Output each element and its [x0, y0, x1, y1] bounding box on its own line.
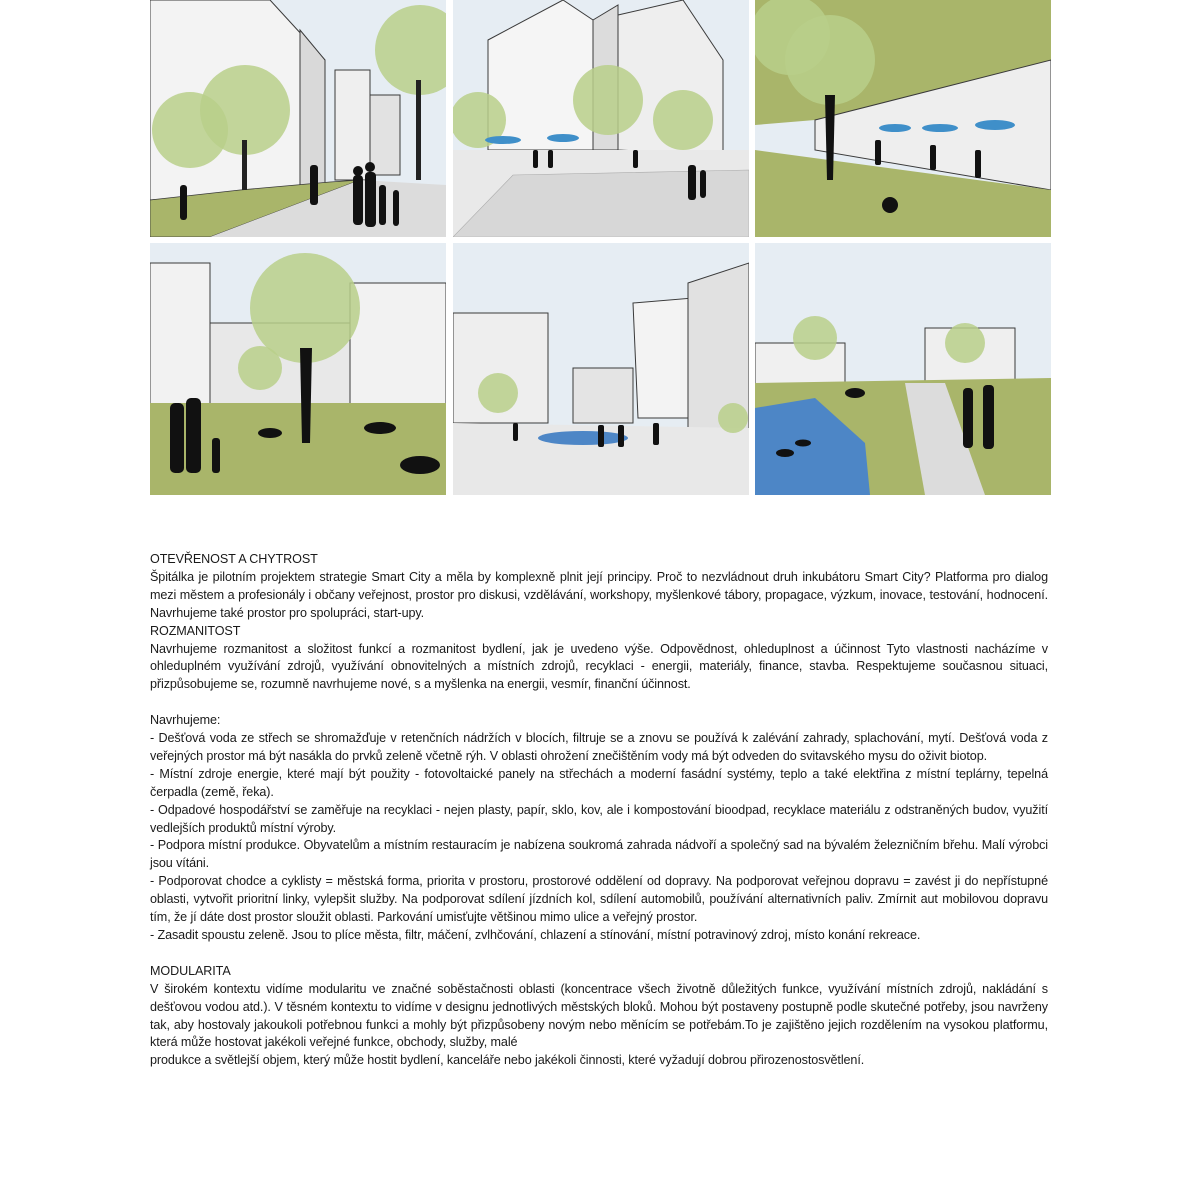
heading-rozmanitost: ROZMANITOST [150, 623, 241, 638]
paragraph-rozmanitost: Navrhujeme rozmanitost a složitost funkcí a rozmanitost bydlení, jak je uvedeno výše. Odpovědnost, ohleduplnost a účinnost Tyto vlastnosti nacházíme v ohleduplném využívání zdrojů, využívání obnovitelných a místních zdrojů, recyklaci - energii, materiály, finance, stavba. Respektujeme současnou situaci, přizpůsobujeme se, rozumně navrhujeme nové, s a myšlenka na energii, vesmír, finanční účinnost. [150, 641, 1048, 692]
illustration-street-factories [150, 0, 446, 237]
illustration-square-tower [453, 243, 749, 495]
illustration-canal-walk [755, 243, 1051, 495]
heading-otevrenost: OTEVŘENOST A CHYTROST [150, 552, 318, 566]
paragraph-modularita-end: produkce a světlejší objem, který může hostit bydlení, kanceláře nebo jakékoli činnosti, které vyžadují dobrou přirozenostosvětlení. [150, 1053, 865, 1068]
spacer [150, 945, 1048, 963]
paragraph-modularita: V širokém kontextu vidíme modularitu ve značné soběstačnosti oblasti (koncentrace všech životně důležitých funkce, využívání místních zdrojů, nakládání s dešťovou vodou atd.). V těsném kontextu to vidíme v designu jednotlivých městských bloků. Mohou být postaveny postupně podle skutečné potřeby, jsou navrženy tak, aby hostovaly jakoukoli potřebnou funkci a mohly být přizpůsobeny novým nebo měnícím se potřebám.To je zajištěno jejich rozdělením na vysokou platformu, která může hostovat jakékoli veřejné funkce, obchody, služby, malé [150, 981, 1048, 1050]
spacer [150, 694, 1048, 712]
heading-modularita: MODULARITA [150, 963, 231, 978]
text-block [150, 551, 1048, 1070]
bullet-energy: - Místní zdroje energie, které mají být použity - fotovoltaické panely na střechách a moderní fasádní systémy, teplo a také elektřina z místní teplárny, tepelná čerpadla (země, řeka). [150, 766, 1048, 799]
bullet-greenery: - Zasadit spoustu zeleně. Jsou to plíce města, filtr, máčení, zvlhčování, chlazení a stínování, místní potravinový zdroj, místo konání rekreace. [150, 928, 921, 943]
bullet-mobility: - Podporovat chodce a cyklisty = městská forma, priorita v prostoru, prostorové oddělení od dopravy. Na podporovat veřejnou dopravu = zavést ji do nepřístupné oblasti, vytvořit prioritní linky, vylepšit služby. Na podporovat sdílení jízdních kol, sdílení automobilů, používání alternativních paliv. Zmírnit aut mobilovou dopravu tím, že jí dáte dost prostor sloužit oblasti. Parkování umisťujte většinou mimo ulice a veřejný prostor. [150, 874, 1048, 925]
illustration-plaza-industrial-hall [453, 0, 749, 237]
bullet-local-production: - Podpora místní produkce. Obyvatelům a místním restauracím je nabízena soukromá zahrada nádvoří a společný sad na bývalém železničním břehu. Malí výrobci jsou vítáni. [150, 838, 1048, 871]
bullet-waste: - Odpadové hospodářství se zaměřuje na recyklaci - nejen plasty, papír, sklo, kov, ale i kompostování bioodpad, recyklace materiálu z odstraněných budov, využití vedlejších produktů místní výroby. [150, 802, 1048, 835]
bullet-rainwater: - Dešťová voda ze střech se shromažďuje v retenčních nádržích v blocích, filtruje se a znovu se používá k zalévání zahrady, splachování, mytí. Dešťová voda z veřejných prostor má být nasákla do prvků zeleně včetně rýh. V oblasti ohrožení znečištěním vody má být odveden do svitavského mysu do oživit biotop. [150, 731, 1048, 763]
illustration-green-terrace [755, 0, 1051, 237]
intro-navrhujeme: Navrhujeme: [150, 713, 221, 728]
illustration-courtyard-garden [150, 243, 446, 495]
paragraph-otevrenost: Špitálka je pilotním projektem strategie Smart City a měla by komplexně plnit její principy. Proč to nezvládnout druh inkubátoru Smart City? Platforma pro dialog mezi městem a profesionály i občany veřejnost, prostor pro diskusi, vzdělávání, workshopy, myšlenkové tábory, propagace, výzkum, inovace, testování, hodnocení. Navrhujeme také prostor pro spolupráci, start-upy. [150, 569, 1048, 620]
